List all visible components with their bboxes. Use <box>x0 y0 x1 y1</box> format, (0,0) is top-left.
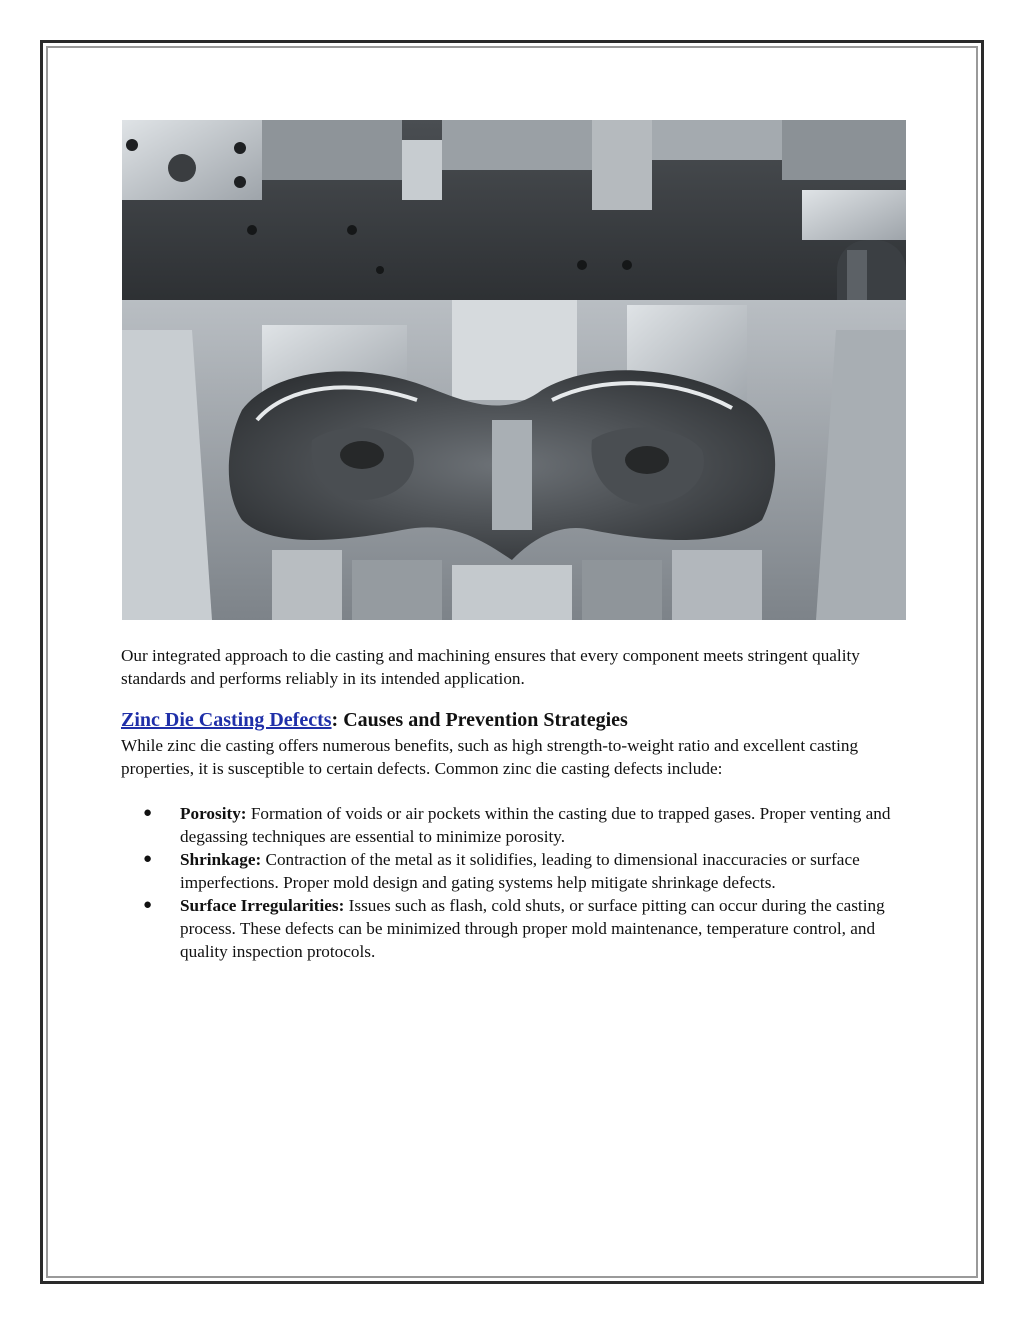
bullet-icon: ● <box>143 851 153 867</box>
lead-paragraph: While zinc die casting offers numerous benefits, such as high strength-to-weight ratio and excellent casting properties, it is susceptible to certain defects. Common zinc die casting defects include: <box>121 736 859 778</box>
mold-illustration <box>122 120 906 620</box>
defect-description: Formation of voids or air pockets within the casting due to trapped gases. Proper venting and degassing techniques are essential to minimize porosity. <box>180 804 891 846</box>
list-item-shrinkage <box>121 848 911 894</box>
list-item-surface-irregularities <box>121 894 911 963</box>
defect-term: Shrinkage: <box>180 850 262 869</box>
section-heading-rest: : Causes and Prevention Strategies <box>331 709 628 731</box>
defect-description: Issues such as flash, cold shuts, or surface pitting can occur during the casting process. These defects can be minimized through proper mold maintenance, temperature control, and quality inspection protocols. <box>180 896 885 961</box>
list-item-porosity <box>121 802 911 848</box>
defects-list <box>121 802 911 963</box>
bullet-icon: ● <box>143 805 153 821</box>
zinc-die-casting-defects-link[interactable]: Zinc Die Casting Defects <box>121 709 332 731</box>
document-content <box>121 644 911 963</box>
defect-description: Contraction of the metal as it solidifies, leading to dimensional inaccuracies or surface imperfections. Proper mold design and gating systems help mitigate shrinkage defects. <box>180 850 860 892</box>
defect-term: Porosity: <box>180 804 247 823</box>
section-heading <box>121 706 911 734</box>
defect-term: Surface Irregularities: <box>180 896 345 915</box>
bullet-icon: ● <box>143 897 153 913</box>
intro-paragraph: Our integrated approach to die casting and machining ensures that every component meets stringent quality standards and performs reliably in its intended application. <box>121 646 860 688</box>
die-casting-mold-photo <box>122 120 906 620</box>
